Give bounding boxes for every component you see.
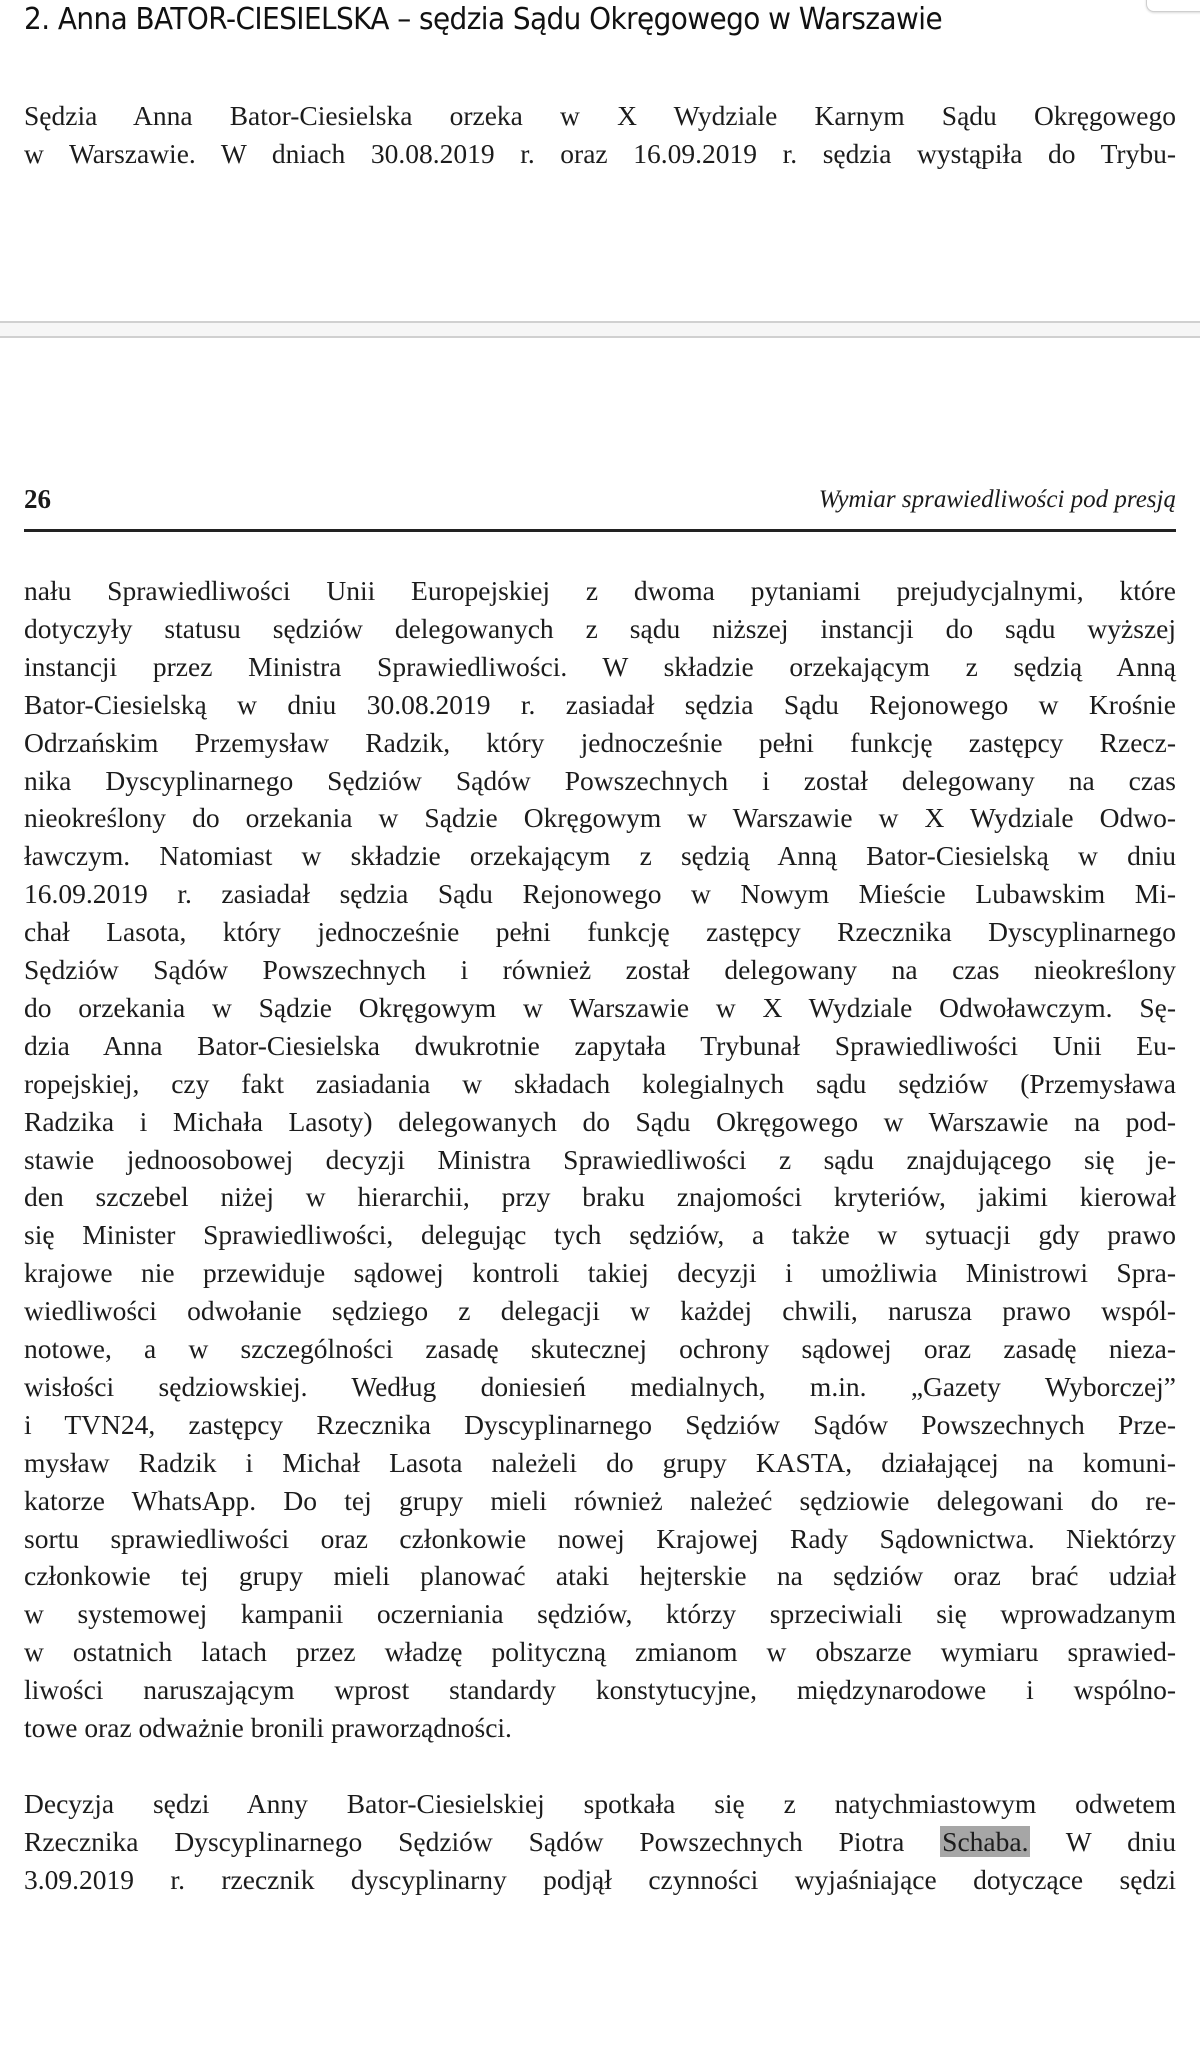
text-line: w Warszawie. W dniach 30.08.2019 r. oraz 16.09.2019 r. sędzia wystąpiła do Trybu-: [24, 138, 1176, 169]
text-line: do orzekania w Sądzie Okręgowym w Warszawie w X Wydziale Odwoławczym. Sę-: [24, 991, 1176, 1023]
text-line: den szczebel niżej w hierarchii, przy braku znajomości kryteriów, jakimi kierował: [24, 1181, 1176, 1213]
text-line: dzia Anna Bator-Ciesielska dwukrotnie zapytała Trybunał Sprawiedliwości Unii Eu-: [24, 1029, 1176, 1061]
text-line: notowe, a w szczególności zasadę skutecznej ochrony sądowej oraz zasadę nieza-: [24, 1333, 1176, 1364]
text-line: w ostatnich latach przez władzę polityczną zmianom w obszarze wymiaru sprawied-: [24, 1636, 1176, 1668]
text-line: liwości naruszającym wprost standardy konstytucyjne, międzynarodowe i wspólno-: [24, 1674, 1176, 1706]
text-line: nika Dyscyplinarnego Sędziów Sądów Powszechnych i został delegowany na czas: [24, 764, 1176, 796]
header-rule: [24, 529, 1176, 532]
text-line: nału Sprawiedliwości Unii Europejskiej z dwoma pytaniami prejudycjalnymi, które: [24, 575, 1176, 606]
text-line: członkowie tej grupy mieli planować ataki hejterskie na sędziów oraz brać udział: [24, 1560, 1176, 1592]
running-header: [24, 484, 1176, 524]
text-line: Decyzja sędzi Anny Bator-Ciesielskiej spotkała się z natychmiastowym odwetem: [24, 1787, 1176, 1819]
text-line: wisłości sędziowskiej. Według doniesień medialnych, m.in. „Gazety Wyborczej”: [24, 1370, 1176, 1402]
text-line: ropejskiej, czy fakt zasiadania w składach kolegialnych sądu sędziów (Przemysława: [24, 1067, 1176, 1099]
text-line: Bator-Ciesielską w dniu 30.08.2019 r. zasiadał sędzia Sądu Rejonowego w Krośnie: [24, 688, 1176, 720]
text-line: 3.09.2019 r. rzecznik dyscyplinarny podjął czynności wyjaśniające dotyczące sędzi: [24, 1863, 1176, 1895]
text-line: katorze WhatsApp. Do tej grupy mieli również należeć sędziowie delegowani do re-: [24, 1484, 1176, 1516]
section-heading: 2. Anna BATOR-CIESIELSKA – sędzia Sądu Okręgowego w Warszawie: [24, 2, 943, 37]
text-segment: W dniu: [1030, 1825, 1177, 1857]
text-line: Sędzia Anna Bator-Ciesielska orzeka w X Wydziale Karnym Sądu Okręgowego: [24, 100, 1176, 131]
text-line: się Minister Sprawiedliwości, delegując tych sędziów, a także w sytuacji gdy prawo: [24, 1219, 1176, 1251]
text-segment: Rzecznika Dyscyplinarnego Sędziów Sądów Powszechnych Piotra: [24, 1825, 941, 1857]
text-line: i TVN24, zastępcy Rzecznika Dyscyplinarnego Sędziów Sądów Powszechnych Prze-: [24, 1408, 1176, 1440]
scroll-corner-widget[interactable]: [1146, 0, 1200, 12]
text-line: Radzika i Michała Lasoty) delegowanych do Sądu Okręgowego w Warszawie na pod-: [24, 1105, 1176, 1137]
text-line: Odrzańskim Przemysław Radzik, który jednocześnie pełni funkcję zastępcy Rzecz-: [24, 726, 1176, 758]
text-line: instancji przez Ministra Sprawiedliwości. W składzie orzekającym z sędzią Anną: [24, 650, 1176, 682]
text-line: sortu sprawiedliwości oraz członkowie nowej Krajowej Rady Sądownictwa. Niektórzy: [24, 1522, 1176, 1554]
search-highlight[interactable]: Schaba.: [942, 1825, 1029, 1857]
page-25-fragment: [0, 0, 1200, 322]
text-line: mysław Radzik i Michał Lasota należeli do grupy KASTA, działającej na komuni-: [24, 1446, 1176, 1478]
book-title: Wymiar sprawiedliwości pod presją: [818, 486, 1176, 513]
text-line-with-highlight: [24, 1823, 1176, 1861]
text-line: dotyczyły statusu sędziów delegowanych z sądu niższej instancji do sądu wyższej: [24, 612, 1176, 644]
text-line: towe oraz odważnie bronili praworządności.: [24, 1712, 512, 1743]
text-line: Sędziów Sądów Powszechnych i również został delegowany na czas nieokreślony: [24, 954, 1176, 985]
text-line: wiedliwości odwołanie sędziego z delegacji w każdej chwili, narusza prawo wspól-: [24, 1295, 1176, 1327]
page-number: 26: [24, 484, 51, 514]
text-line: stawie jednoosobowej decyzji Ministra Sprawiedliwości z sądu znajdującego się je-: [24, 1143, 1176, 1175]
text-line: w systemowej kampanii oczerniania sędziów, którzy sprzeciwiali się wprowadzanym: [24, 1598, 1176, 1630]
text-line: 16.09.2019 r. zasiadał sędzia Sądu Rejonowego w Nowym Mieście Lubawskim Mi-: [24, 878, 1176, 910]
page-separator: [0, 321, 1200, 338]
text-line: chał Lasota, który jednocześnie pełni funkcję zastępcy Rzecznika Dyscyplinarnego: [24, 916, 1176, 948]
text-line: nieokreślony do orzekania w Sądzie Okręgowym w Warszawie w X Wydziale Odwo-: [24, 802, 1176, 834]
text-line: ławczym. Natomiast w składzie orzekającym z sędzią Anną Bator-Ciesielską w dniu: [24, 840, 1176, 872]
text-line: krajowe nie przewiduje sądowej kontroli takiej decyzji i umożliwia Ministrowi Spra-: [24, 1257, 1176, 1289]
